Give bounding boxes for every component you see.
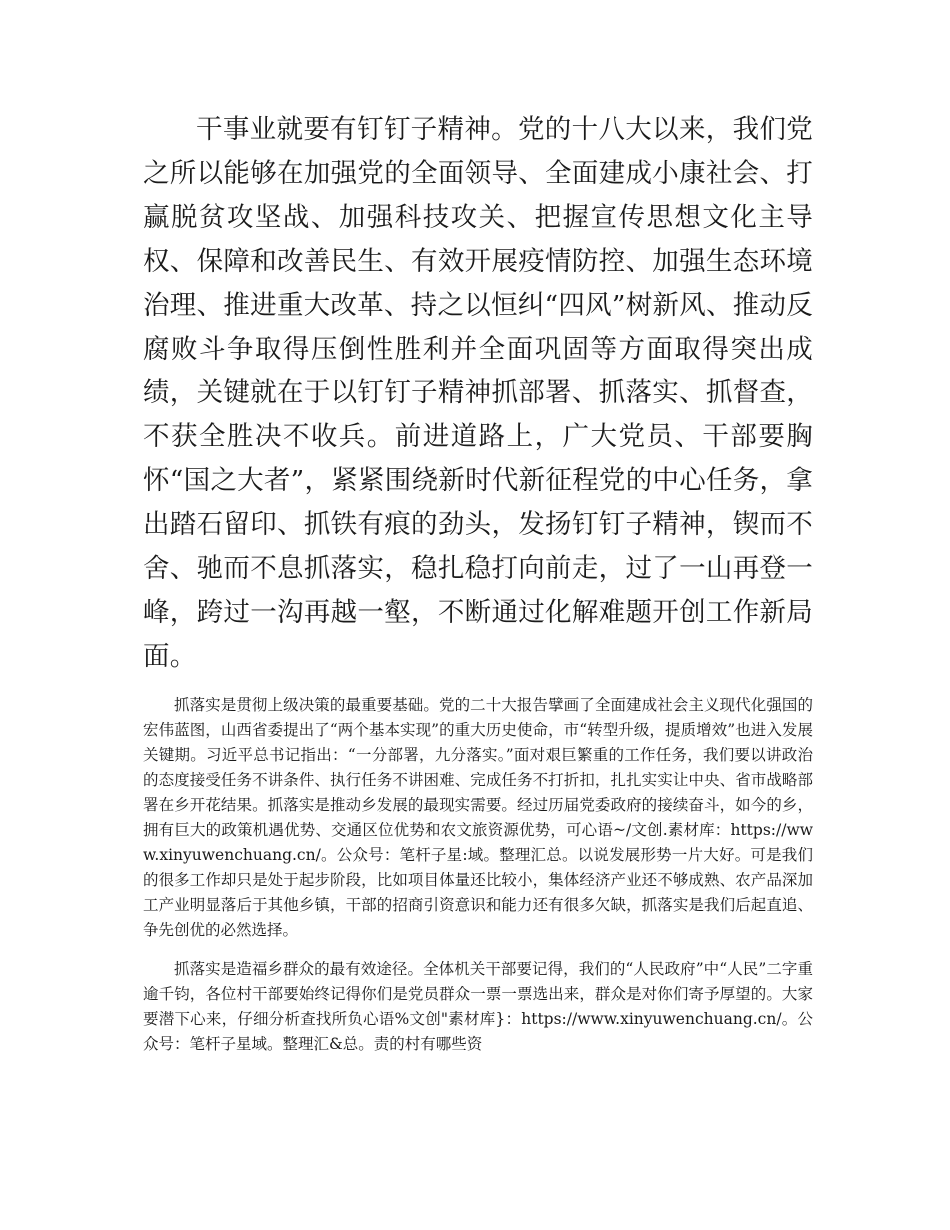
body-paragraph-benefit-masses: 抓落实是造福乡群众的最有效途径。全体机关干部要记得，我们的“人民政府”中“人民”二字重逾千钧，各位村干部要始终记得你们是党员群众一票一票选出来，群众是对你们寄予厚望的。大家要潜下心来，仔细分析查找所负心语%文创"素材库}：https://www.xinyuwenchuang.cn/。公众号：笔杆子星域。整理汇&总。责的村有哪些资 (143, 959, 813, 1053)
body-paragraph-implementation-foundation: 抓落实是贯彻上级决策的最重要基础。党的二十大报告擘画了全面建成社会主义现代化强国的宏伟蓝图，山西省委提出了“两个基本实现”的重大历史使命，市“转型升级，提质增效”也进入发展关键期。习近平总书记指出：“一分部署，九分落实。”面对艰巨繁重的工作任务，我们要以讲政治的态度接受任务不讲条件、执行任务不讲困难、完成任务不打折扣，扎扎实实让中央、省市战略部署在乡开花结果。抓落实是推动乡发展的最现实需要。经过历届党委政府的接续奋斗，如今的乡，拥有巨大的政策机遇优势、交通区位优势和农文旅资源优势，可心语~/文创.素材库：https://www.xinyuwenchuang.cn/。公众号：笔杆子星:域。整理汇总。以说发展形势一片大好。可是我们的很多工作却只是处于起步阶段，比如项目体量还比较小，集体经济产业还不够成熟、农产品深加工产业明显落后于其他乡镇，干部的招商引资意识和能力还有很多欠缺，抓落实是我们后起直追、争先创优的必然选择。 (143, 695, 813, 939)
document-page (143, 108, 813, 1057)
lead-paragraph: 干事业就要有钉钉子精神。党的十八大以来，我们党之所以能够在加强党的全面领导、全面建成小康社会、打赢脱贫攻坚战、加强科技攻关、把握宣传思想文化主导权、保障和改善民生、有效开展疫情防控、加强生态环境治理、推进重大改革、持之以恒纠“四风”树新风、推动反腐败斗争取得压倒性胜利并全面巩固等方面取得突出成绩，关键就在于以钉钉子精神抓部署、抓落实、抓督查，不获全胜决不收兵。前进道路上，广大党员、干部要胸怀“国之大者”，紧紧围绕新时代新征程党的中心任务，拿出踏石留印、抓铁有痕的劲头，发扬钉钉子精神，锲而不舍、驰而不息抓落实，稳扎稳打向前走，过了一山再登一峰，跨过一沟再越一壑，不断通过化解难题开创工作新局面。 (143, 114, 813, 672)
